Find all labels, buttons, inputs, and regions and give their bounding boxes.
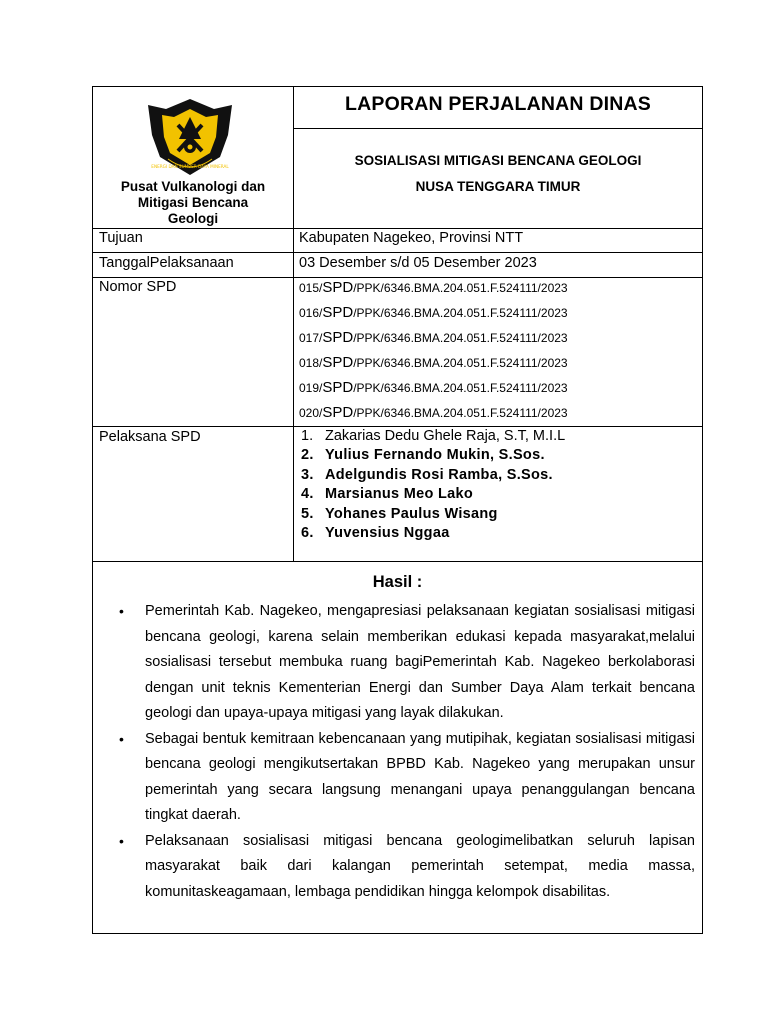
- agency-line-2: Mitigasi Bencana: [137, 195, 249, 210]
- hasil-list: [119, 599, 695, 905]
- page-title: LAPORAN PERJALANAN DINAS: [345, 93, 651, 115]
- agency-name: [97, 179, 289, 227]
- list-item: • Pemerintah Kab. Nagekeo, mengapresiasi pelaksanaan kegiatan sosialisasi mitigasi bencana geologi, karena selain memberikan edukasi kepada masyarakat,melalui sosialisasi tersebut membuka ruang bagiPemerintah Kab. Nagekeo berkolaborasi dengan unit teknis Kementerian Energi dan Sumber Daya Alam terkait bencana geologi dan upaya-upaya mitigasi yang layak dilakukan.: [119, 599, 695, 727]
- pelaksana-spd-label: Pelaksana SPD: [99, 429, 201, 445]
- bullet-icon: •: [119, 730, 124, 747]
- logo-lettering: ENERGI DAN SUMBER DAYA MINERAL: [151, 164, 229, 169]
- spd-number: 020/SPD/PPK/6346.BMA.204.051.F.524111/2023: [299, 404, 568, 421]
- bullet-icon: •: [119, 832, 124, 849]
- report-table: [92, 86, 703, 934]
- list-item: 2. Yulius Fernando Mukin, S.Sos.: [301, 447, 545, 464]
- spd-number: 016/SPD/PPK/6346.BMA.204.051.F.524111/2023: [299, 304, 568, 321]
- list-item: • Pelaksanaan sosialisasi mitigasi bencana geologimelibatkan seluruh lapisan masyarakat baik dari kalangan pemerintah setempat, media massa, komunitaskeagamaan, lembaga pendidikan hingga kelompok disabilitas.: [119, 829, 695, 906]
- nomor-spd-label: Nomor SPD: [99, 279, 177, 295]
- subtitle-line-1: SOSIALISASI MITIGASI BENCANA GEOLOGI: [354, 153, 642, 168]
- hasil-heading: Hasil :: [372, 573, 423, 591]
- spd-number: 017/SPD/PPK/6346.BMA.204.051.F.524111/2023: [299, 329, 568, 346]
- title-underline: [293, 128, 703, 129]
- list-item: 5. Yohanes Paulus Wisang: [301, 505, 498, 522]
- list-item: 4. Marsianus Meo Lako: [301, 486, 474, 503]
- subtitle-line-2: NUSA TENGGARA TIMUR: [415, 179, 581, 194]
- tujuan-value: Kabupaten Nagekeo, Provinsi NTT: [299, 230, 524, 246]
- tanggal-value: 03 Desember s/d 05 Desember 2023: [299, 255, 537, 271]
- agency-line-1: Pusat Vulkanologi dan: [120, 179, 266, 194]
- row-line-tujuan: [93, 228, 702, 229]
- tujuan-label: Tujuan: [99, 230, 143, 246]
- agency-line-3: Geologi: [167, 211, 219, 226]
- bullet-icon: •: [119, 603, 124, 619]
- list-item: 3. Adelgundis Rosi Ramba, S.Sos.: [301, 466, 553, 483]
- list-item: 1. Zakarias Dedu Ghele Raja, S.T, M.I.L: [301, 428, 566, 444]
- list-item: 6. Yuvensius Nggaa: [301, 525, 450, 542]
- esdm-logo: [144, 95, 236, 179]
- tanggal-label: TanggalPelaksanaan: [99, 255, 234, 271]
- spd-number: 015/SPD/PPK/6346.BMA.204.051.F.524111/2023: [299, 279, 568, 296]
- spd-number: 018/SPD/PPK/6346.BMA.204.051.F.524111/2023: [299, 354, 568, 371]
- row-line-hasil: [93, 561, 702, 562]
- pelaksana-list: [299, 427, 565, 543]
- list-item: • Sebagai bentuk kemitraan kebencanaan yang mutipihak, kegiatan sosialisasi mitigasi bencana geologi mengikutsertakan BPBD Kab. Nagekeo yang merupakan unsur pemerintah yang secara langsung menangani upaya penanggulangan bencana tingkat daerah.: [119, 727, 695, 829]
- spd-number: 019/SPD/PPK/6346.BMA.204.051.F.524111/2023: [299, 379, 568, 396]
- row-line-nomor: [93, 277, 702, 278]
- row-line-tanggal: [93, 252, 702, 253]
